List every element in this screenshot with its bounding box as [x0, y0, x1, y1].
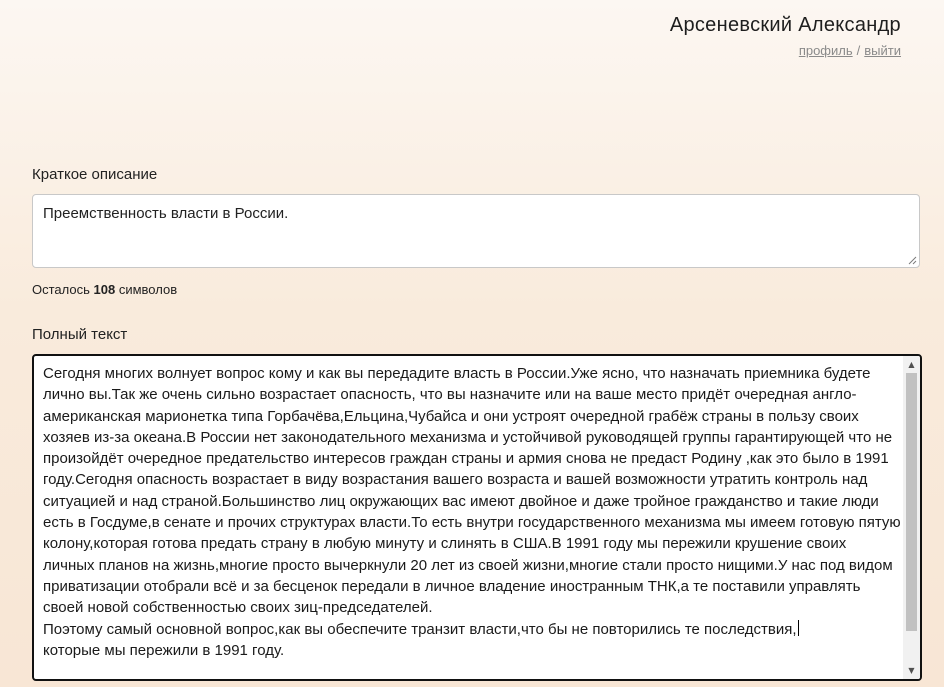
full-text-textarea[interactable]: [32, 354, 922, 681]
link-separator: /: [856, 43, 861, 58]
counter-value: 108: [93, 282, 116, 297]
short-description-textarea[interactable]: [32, 194, 920, 268]
profile-link[interactable]: профиль: [798, 43, 853, 58]
full-text-paragraph: [43, 619, 901, 640]
resize-grip-icon[interactable]: [908, 256, 917, 265]
logout-link[interactable]: выйти: [864, 43, 901, 58]
character-counter: [32, 282, 177, 298]
short-description-value: Преемственность власти в России.: [43, 205, 289, 222]
full-text-label: Полный текст: [32, 326, 128, 343]
vertical-scrollbar[interactable]: [903, 356, 920, 679]
text-caret: [798, 620, 799, 636]
user-links: [670, 43, 901, 59]
counter-suffix: символов: [118, 282, 178, 297]
full-text-content: [43, 363, 901, 661]
scrollbar-thumb[interactable]: [906, 373, 917, 631]
scroll-down-arrow[interactable]: [903, 662, 920, 679]
scroll-up-arrow[interactable]: [903, 356, 920, 373]
user-name: Арсеневский Александр: [669, 14, 901, 36]
full-text-line: Поэтому самый основной вопрос,как вы обеспечите транзит власти,что бы не повторились те последствия,: [43, 620, 797, 638]
full-text-paragraph: Сегодня многих волнует вопрос кому и как вы передадите власть в России.Уже ясно, что назначать приемника будете лично вы.Так же очень сильно возрастает опасность, что вы назначите или на ваше место придёт очередная англо-американская марионетка типа Горбачёва,Ельцина,Чубайса и они устроят очередной грабёж страны в пользу своих хозяев из-за океана.В России нет законодательного механизма и устойчивой руководящей группы гарантирующей что не произойдёт очередное предательство интересов граждан страны и армия снова не предаст Родину ,как это было в 1991 году.Сегодня опасность возрастает в виду возрастания вашего возраста и вашей возможности утратить контроль над ситуацией и над страной.Большинство лиц окружающих вас имеют двойное и даже тройное гражданство и такие люди есть в Госдуме,в сенате и прочих структурах власти.То есть внутри государственного механизма мы имеем готовую пятую колону,которая готова предать страну в любую минуту и слинять в США.В 1991 году мы пережили крушение своих личных планов на жизнь,многие просто вычеркнули 20 лет из своей жизни,многие стали просто нищими.У нас под видом приватизации отобрали всё и за бесценок передали в личное владение иностранным ТНК,а те поставили управлять своей новой собственностью своих зиц-председателей.: [43, 365, 901, 617]
full-text-paragraph: которые мы пережили в 1991 году.: [43, 641, 285, 659]
triangle-up-icon: ▲: [908, 360, 915, 369]
user-block: [670, 12, 901, 59]
counter-prefix: Осталось: [32, 282, 90, 297]
short-description-label: Краткое описание: [32, 166, 158, 183]
triangle-down-icon: ▼: [908, 666, 915, 675]
